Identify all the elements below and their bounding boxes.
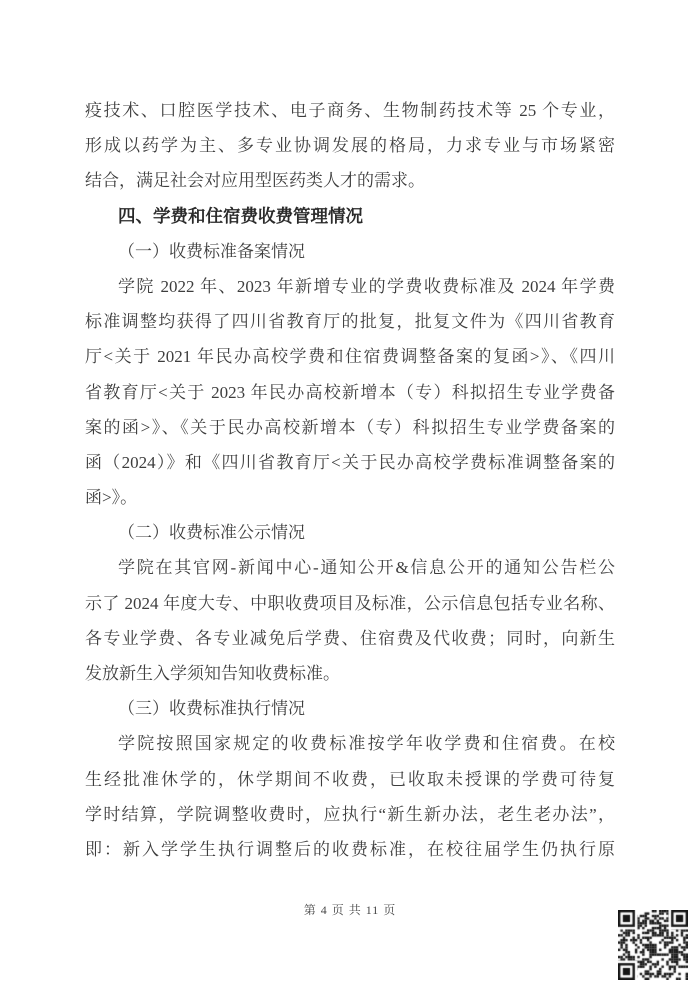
text-line: 学时结算，学院调整收费时，应执行“新生新办法，老生老办法”，	[85, 804, 615, 824]
document-body	[85, 93, 615, 867]
text-line: 结合，满足社会对应用型医药类人才的需求。	[85, 171, 425, 191]
text-line: 省教育厅<关于 2023 年民办高校新增本（专）科拟招生专业学费备	[85, 382, 615, 402]
text-line: 案的函>》、《关于民办高校新增本（专）科拟招生专业学费备案的	[85, 417, 615, 437]
text-line: 学院在其官网-新闻中心-通知公开&信息公开的通知公告栏公	[118, 558, 615, 578]
text-line: 各专业学费、各专业减免后学费、住宿费及代收费；同时，向新生	[85, 628, 615, 648]
text-line: 厅<关于 2021 年民办高校学费和住宿费调整备案的复函>》、《四川	[85, 347, 615, 367]
subsection-heading-3: （三）收费标准执行情况	[118, 699, 305, 719]
text-line: 即：新入学学生执行调整后的收费标准，在校往届学生仍执行原	[85, 839, 615, 859]
subsection-heading-1: （一）收费标准备案情况	[118, 241, 305, 261]
text-line: 生经批准休学的，休学期间不收费，已收取未授课的学费可待复	[85, 769, 615, 789]
text-line: 发放新生入学须知告知收费标准。	[85, 664, 340, 683]
text-line: 学院按照国家规定的收费标准按学年收学费和住宿费。在校	[118, 734, 615, 754]
text-line: 函>》。	[85, 488, 138, 508]
subsection-heading-2: （二）收费标准公示情况	[118, 523, 305, 543]
text-line: 形成以药学为主、多专业协调发展的格局，力求专业与市场紧密	[85, 136, 615, 156]
text-line: 示了 2024 年度大专、中职收费项目及标准，公示信息包括专业名称、	[85, 593, 615, 613]
text-line: 标准调整均获得了四川省教育厅的批复，批复文件为《四川省教育	[85, 312, 615, 332]
text-line: 学院 2022 年、2023 年新增专业的学费收费标准及 2024 年学费	[118, 276, 615, 296]
qr-code-icon	[618, 910, 688, 980]
section-heading-4: 四、学费和住宿费收费管理情况	[118, 205, 363, 226]
page-number: 第 4 页 共 11 页	[303, 903, 397, 917]
text-line: 函（2024）》和《四川省教育厅<关于民办高校学费标准调整备案的	[85, 452, 615, 472]
text-line: 疫技术、口腔医学技术、电子商务、生物制药技术等 25 个专业，	[85, 101, 615, 120]
